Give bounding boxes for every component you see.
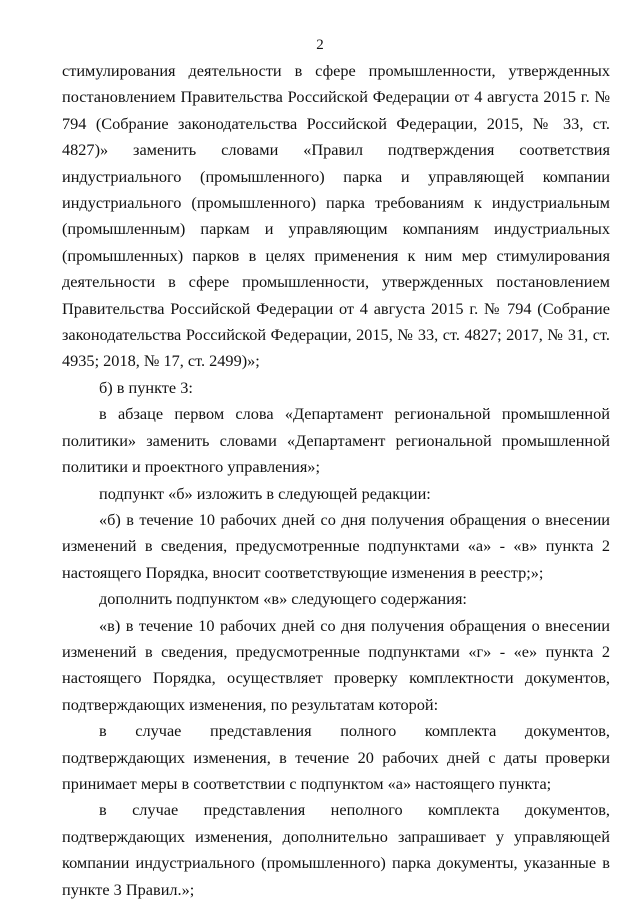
paragraph-item-b: б) в пункте 3:	[99, 377, 193, 397]
paragraph-subitem-b-intro: подпункт «б» изложить в следующей редакции:	[99, 483, 431, 503]
paragraph-subitem-b-text: «б) в течение 10 рабочих дней со дня получения обращения о внесении изменений в сведения, предусмотренные подпунктами «а» - «в» пункта 2 настоящего Порядка, вносит соответствующие изменения в реестр;»;	[62, 509, 610, 582]
document-body	[62, 58, 610, 903]
paragraph-first-abzats-change: в абзаце первом слова «Департамент региональной промышленной политики» заменить словами «Департамент региональной промышленной политики и проектного управления»;	[62, 404, 610, 477]
paragraph-incomplete-set-case: в случае представления неполного комплекта документов, подтверждающих изменения, дополнительно запрашивает у управляющей компании индустриального (промышленного) парка документы, указанные в пункте 3 Правил.»;	[62, 800, 610, 899]
paragraph-full-set-case: в случае представления полного комплекта документов, подтверждающих изменения, в течение 20 рабочих дней с даты проверки принимает меры в соответствии с подпунктом «а» настоящего пункта;	[62, 721, 610, 793]
page-number: 2	[316, 37, 324, 53]
paragraph-subitem-v-text: «в) в течение 10 рабочих дней со дня получения обращения о внесении изменений в сведения, предусмотренные подпунктами «г» - «е» пункта 2 настоящего Порядка, осуществляет проверку комплектности документов, подтверждающих изменения, по результатам которой:	[62, 615, 610, 714]
paragraph-subitem-v-intro: дополнить подпунктом «в» следующего содержания:	[99, 589, 467, 609]
paragraph-continuation: стимулирования деятельности в сфере промышленности, утвержденных постановлением Правительства Российской Федерации от 4 августа 2015 г. № 794 (Собрание законодательства Российской Федерации, 2015, № 33, ст. 4827)» заменить словами «Правил подтверждения соответствия индустриального (промышленного) парка и управляющей компании индустриального (промышленного) парка требованиям к индустриальным (промышленным) паркам и управляющим компаниям индустриальных (промышленных) парков в целях применения к ним мер стимулирования деятельности в сфере промышленности, утвержденных постановлением Правительства Российской Федерации от 4 августа 2015 г. № 794 (Собрание законодательства Российской Федерации, 2015, № 33, ст. 4827; 2017, № 31, ст. 4935; 2018, № 17, ст. 2499)»;	[62, 61, 610, 371]
